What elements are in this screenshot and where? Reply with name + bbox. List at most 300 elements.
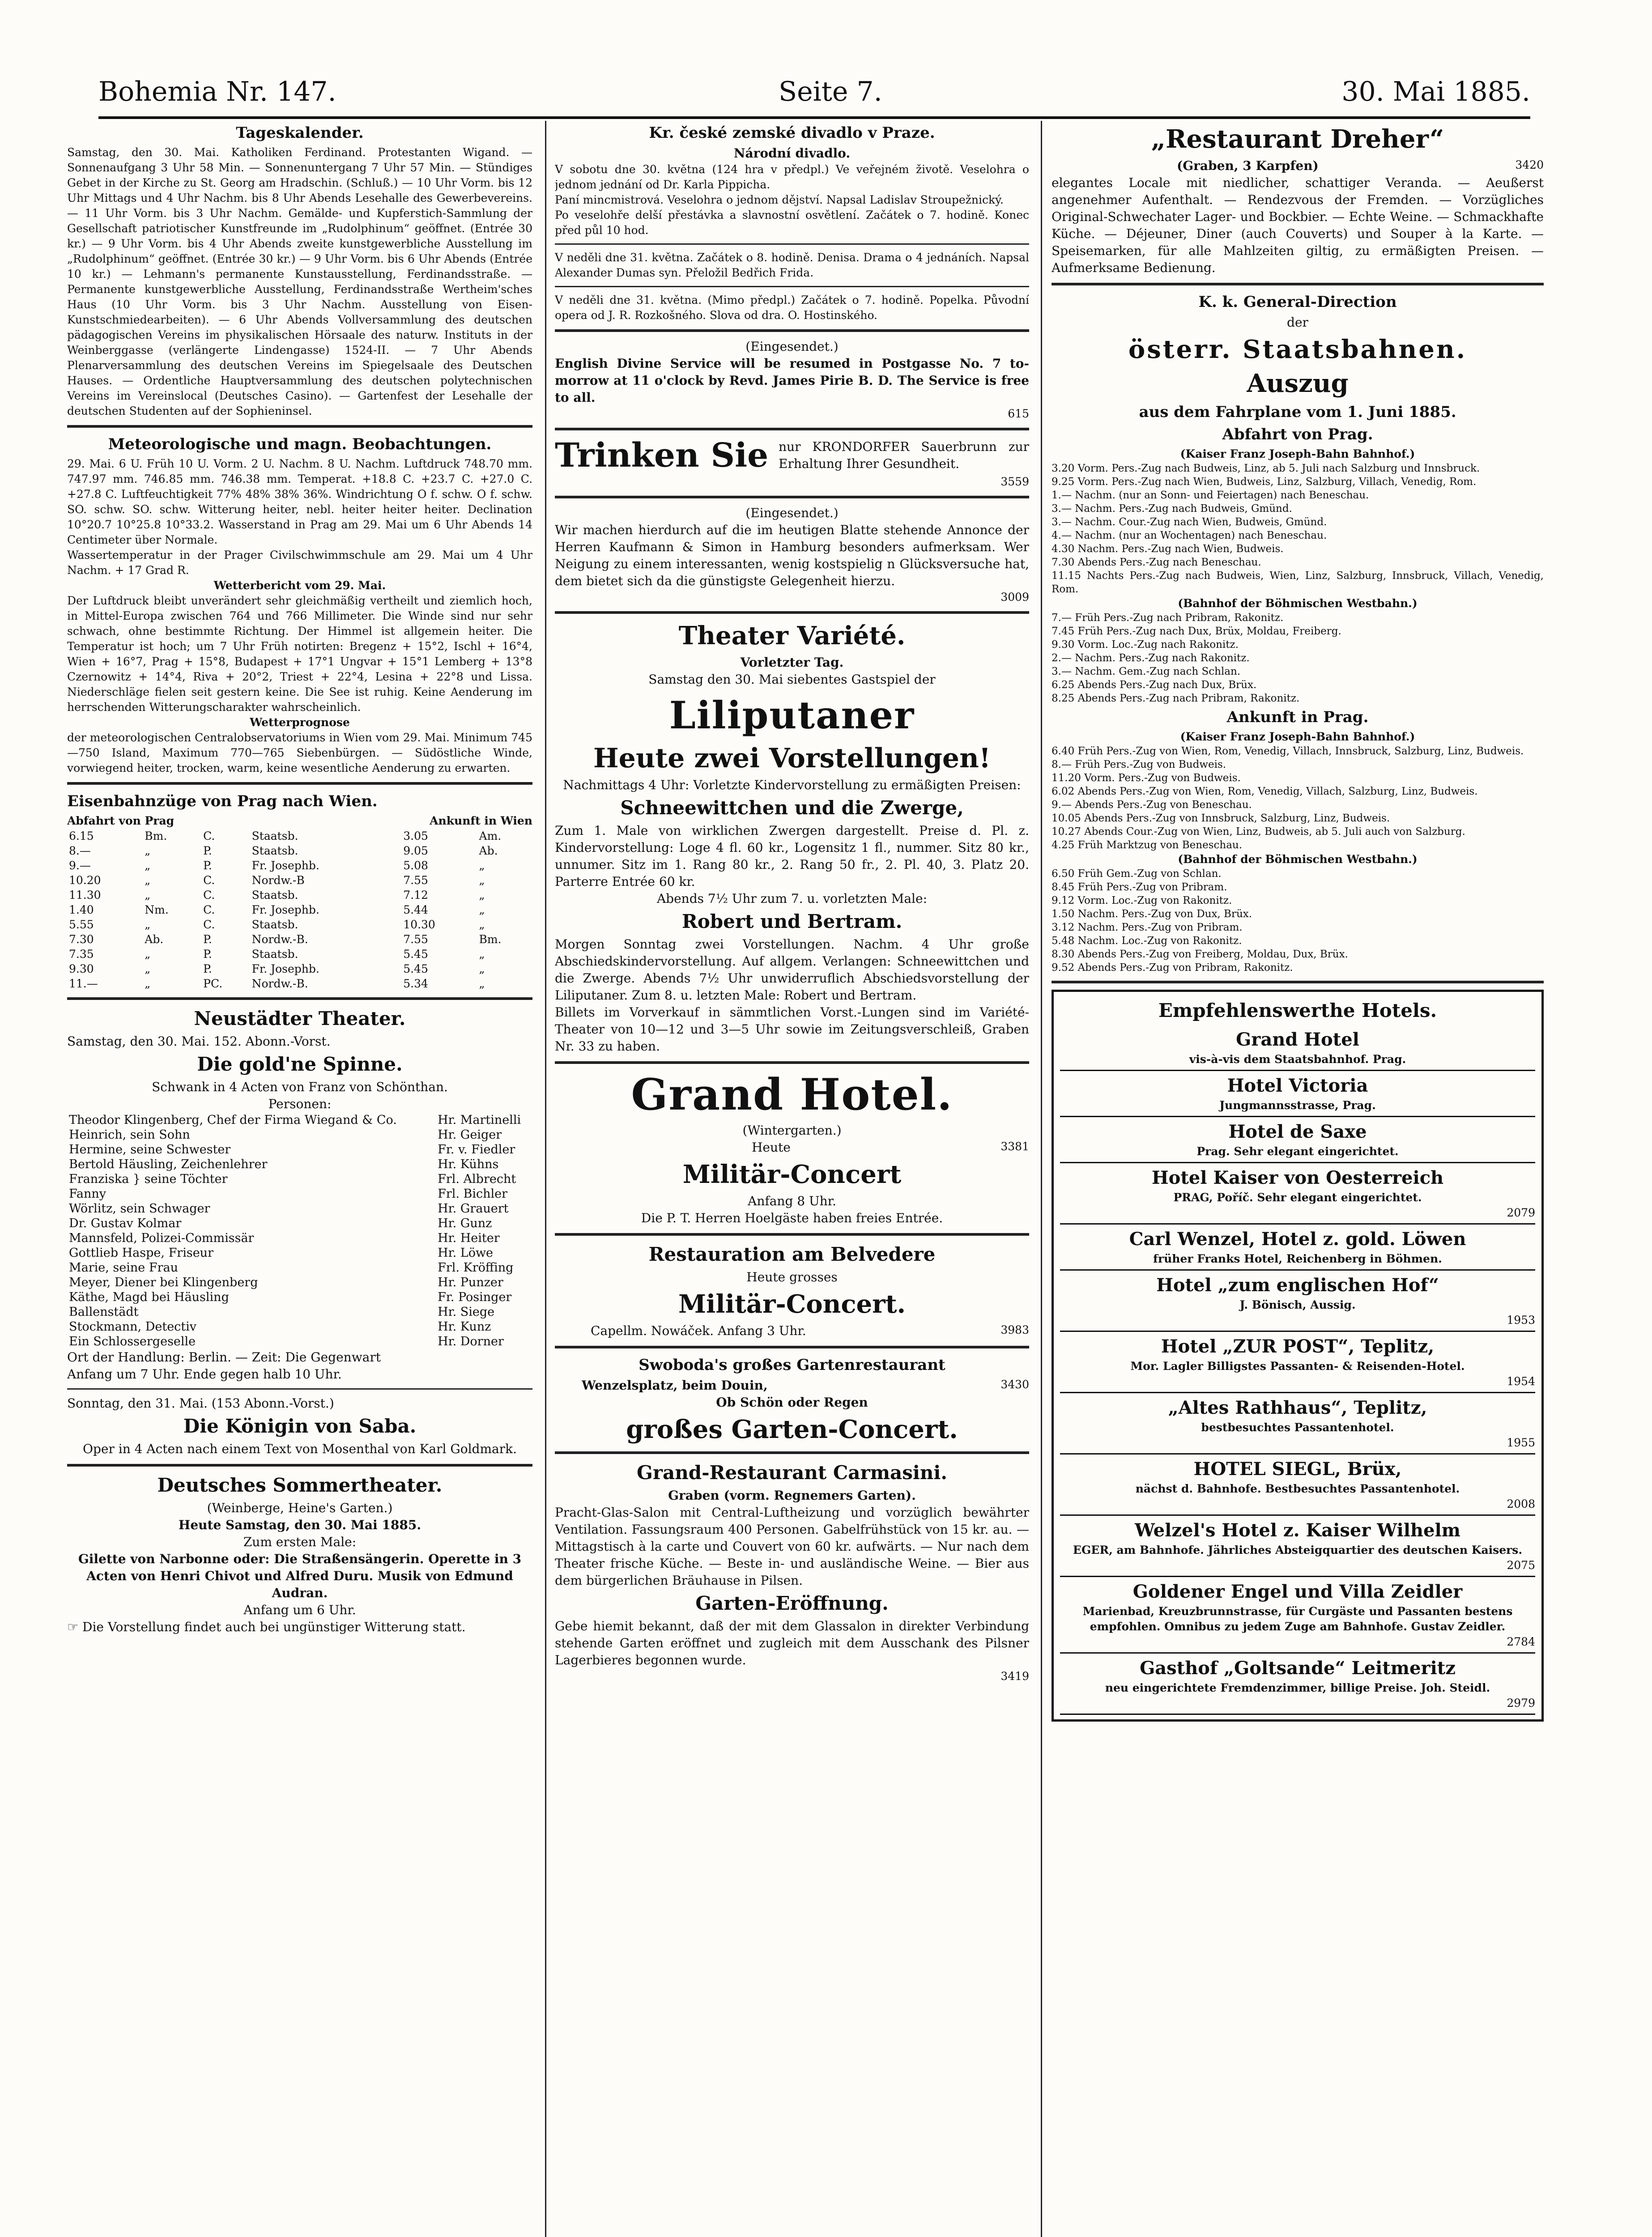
table-cell: 5.55	[69, 918, 94, 931]
table-cell: P.	[203, 859, 212, 872]
table-cell: Fr. Josephb.	[251, 962, 319, 975]
neustadt-date: Samstag, den 30. Mai. 152. Abonn.-Vorst.	[67, 1034, 331, 1049]
table-cell: Fr. Josephb.	[251, 903, 319, 916]
table-cell: Ab.	[145, 933, 164, 946]
cz-text4: V neděli dne 31. května. Začátek o 8. hodině. Denisa. Drama o 4 jednáních. Napsal Alexander Dumas syn. Přeložil Bedřich Frida.	[555, 251, 1029, 279]
hotel-sub: Prag. Sehr elegant eingerichtet.	[1196, 1145, 1399, 1158]
nachmittags: Nachmittags 4 Uhr: Vorletzte Kindervorstellung zu ermäßigten Preisen:	[563, 778, 1021, 792]
sommer-note-text: Die Vorstellung findet auch bei ungünstiger Witterung statt.	[82, 1620, 466, 1634]
cast-actor: Hr. Heiter	[438, 1231, 500, 1245]
table-cell: „	[145, 918, 151, 931]
cast-row	[67, 1216, 532, 1231]
cast-role: Marie, seine Frau	[69, 1261, 178, 1275]
table-cell: 6.15	[69, 829, 94, 842]
divider	[1052, 981, 1544, 983]
timetable-line: 7.45 Früh Pers.-Zug nach Dux, Brüx, Moldau, Freiberg.	[1052, 625, 1341, 637]
meteo-title: Meteorologische und magn. Beobachtungen.	[108, 435, 492, 453]
cast-role: Dr. Gustav Kolmar	[69, 1216, 182, 1230]
table-cell: „	[145, 889, 151, 902]
table-cell: P.	[203, 844, 212, 857]
divider	[555, 496, 1029, 498]
newspaper-page	[67, 54, 1597, 2237]
sommer-note	[67, 1619, 532, 1636]
hotel-num: 1953	[1507, 1314, 1535, 1327]
dreher-title: „Restaurant Dreher“	[1151, 124, 1444, 154]
cz-text3: Po veselohře delší přestávka a slavnostní osvětlení. Začátek o 7. hodině. Konec před půl 10 hod.	[555, 208, 1029, 237]
table-cell: 5.08	[403, 859, 428, 872]
hotel-ad	[1060, 1454, 1535, 1516]
cast-role: Fanny	[69, 1187, 106, 1201]
schnee-text: Zum 1. Male von wirklichen Zwergen dargestellt. Preise d. Pl. z. Kindervorstellung: Loge 4 fl. 60 kr., Logensitz 1 fl., nummer. Sitz 80 kr., unnumer. Sitz im 1. Rang 80 kr., 2. Rang 50 fr., 2. Pl. 40, 3. Platz 20. Parterre Entrée 60 kr.	[555, 823, 1029, 889]
cast-actor: Hr. Löwe	[438, 1246, 494, 1260]
garten-eroeffnung: Garten-Eröffnung.	[695, 1592, 889, 1614]
carm-sub: Graben (vorm. Regnemers Garten).	[668, 1488, 916, 1503]
divider	[555, 243, 1029, 245]
staatsbahnen-title: österr. Staatsbahnen.	[1128, 335, 1467, 364]
table-row	[67, 932, 532, 947]
militaer-concert-2: Militär-Concert.	[678, 1289, 906, 1319]
carmasini-title: Grand-Restaurant Carmasini.	[636, 1462, 947, 1484]
cast-actor: Fr. v. Fiedler	[438, 1143, 515, 1157]
trinken-left: Trinken Sie	[555, 436, 769, 475]
cast-row	[67, 1113, 532, 1127]
table-cell: Nordw.-B	[251, 874, 305, 887]
hotel-ad	[1060, 1332, 1535, 1393]
table-cell: PC.	[203, 977, 223, 990]
cast-actor: Frl. Albrecht	[438, 1172, 516, 1186]
timetable-line: 6.40 Früh Pers.-Zug von Wien, Rom, Venedig, Villach, Innsbruck, Salzburg, Linz, Budweis.	[1052, 745, 1524, 757]
timetable-line: 3.— Nachm. Pers.-Zug nach Budweis, Gmünd.	[1052, 503, 1292, 515]
table-cell: Staatsb.	[251, 948, 298, 961]
hotel-ad	[1060, 1025, 1535, 1071]
cast-row	[67, 1127, 532, 1142]
table-cell: 9.—	[69, 859, 91, 872]
table-row	[67, 961, 532, 976]
divider	[555, 1233, 1029, 1236]
hotel-sub: J. Bönisch, Aussig.	[1239, 1298, 1356, 1311]
table-cell: 7.55	[403, 933, 428, 946]
timetable-line: 11.15 Nachts Pers.-Zug nach Budweis, Wien, Linz, Salzburg, Innsbruck, Villach, Venedig, Rom.	[1052, 570, 1544, 595]
pointing-hand-icon: ☞	[67, 1620, 83, 1634]
robert-bertram: Robert und Bertram.	[681, 910, 903, 932]
cz-text1: V sobotu dne 30. května (124 hra v předpl.) Ve veřejném životě. Veselohra o jednom jednání od Dr. Karla Pippicha.	[555, 163, 1029, 191]
cast-role: Ein Schlossergeselle	[69, 1335, 196, 1348]
timetable-line: 9.30 Vorm. Loc.-Zug nach Rakonitz.	[1052, 639, 1239, 651]
sonntag: Sonntag, den 31. Mai. (153 Abonn.-Vorst.)	[67, 1396, 334, 1411]
empf-title: Empfehlenswerthe Hotels.	[1158, 999, 1437, 1021]
cast-actor: Hr. Geiger	[438, 1128, 502, 1142]
table-cell: 11.30	[69, 889, 101, 902]
carm-num: 3419	[1001, 1670, 1029, 1683]
neustadt-play: Die gold'ne Spinne.	[197, 1053, 403, 1075]
hotel-num: 2075	[1507, 1559, 1535, 1572]
table-cell: 5.44	[403, 903, 428, 916]
hotel-name: Welzel's Hotel z. Kaiser Wilhelm	[1135, 1520, 1460, 1541]
table-cell: Staatsb.	[251, 844, 298, 857]
divider	[67, 1388, 532, 1390]
hotel-name: Hotel „ZUR POST“, Teplitz,	[1161, 1336, 1435, 1357]
cast-row	[67, 1260, 532, 1275]
tageskalender-title: Tageskalender.	[236, 124, 364, 142]
table-cell: 7.30	[69, 933, 94, 946]
table-cell: C.	[203, 918, 215, 931]
cast-row	[67, 1142, 532, 1157]
bahn-title: Eisenbahnzüge von Prag nach Wien.	[67, 792, 378, 810]
hotel-sub: Mor. Lagler Billigstes Passanten- & Reisenden-Hotel.	[1130, 1360, 1465, 1373]
cast-table	[67, 1113, 532, 1349]
billets: Billets im Vorverkauf in sämmtlichen Vorst.-Lungen sind im Variété-Theater von 10—12 und 3—5 Uhr sowie im Zeitungsverschleiß, Graben Nr. 33 zu haben.	[555, 1005, 1029, 1054]
capellm-num: 3983	[1001, 1323, 1029, 1336]
header-left: Bohemia Nr. 147.	[98, 76, 336, 107]
kfjb: (Kaiser Franz Joseph-Bahn Bahnhof.)	[1180, 447, 1415, 460]
table-cell: „	[145, 962, 151, 975]
hotel-sub: früher Franks Hotel, Reichenberg in Böhmen.	[1153, 1252, 1442, 1265]
cast-actor: Hr. Martinelli	[438, 1113, 521, 1127]
cast-row	[67, 1275, 532, 1290]
bhb2: (Bahnhof der Böhmischen Westbahn.)	[1178, 853, 1418, 866]
page-header	[98, 63, 1530, 119]
cast-role: Mannsfeld, Polizei-Commissär	[69, 1231, 254, 1245]
koenigin: Die Königin von Saba.	[183, 1415, 417, 1437]
timetable-line: 9.12 Vorm. Loc.-Zug von Rakonitz.	[1052, 895, 1232, 906]
cast-actor: Hr. Siege	[438, 1305, 495, 1319]
timetable-line: 7.30 Abends Pers.-Zug nach Beneschau.	[1052, 557, 1261, 568]
neustadt-zeit: Anfang um 7 Uhr. Ende gegen halb 10 Uhr.	[67, 1367, 342, 1382]
cast-actor: Hr. Dorner	[438, 1335, 504, 1348]
divider	[67, 1464, 532, 1467]
table-cell: Ab.	[479, 844, 498, 857]
cast-actor: Frl. Kröffing	[438, 1261, 514, 1275]
cast-row	[67, 1246, 532, 1260]
kfjb2: (Kaiser Franz Joseph-Bahn Bahnhof.)	[1180, 730, 1415, 743]
liliputaner: Liliputaner	[669, 693, 915, 737]
table-row	[67, 843, 532, 858]
cz-sub: Národní divadlo.	[733, 146, 851, 161]
hotel-sub: bestbesuchtes Passantenhotel.	[1201, 1421, 1394, 1434]
hotel-sub: Marienbad, Kreuzbrunnstrasse, für Curgäste und Passanten bestens empfohlen. Omnibus zu jedem Zuge am Bahnhofe. Gustav Zeidler.	[1082, 1605, 1513, 1633]
gh-row	[555, 1139, 1029, 1156]
west2-list	[1052, 867, 1544, 974]
timetable-line: 10.27 Abends Cour.-Zug von Wien, Linz, Budweis, ab 5. Juli auch von Salzburg.	[1052, 826, 1465, 838]
timetable-line: 10.05 Abends Pers.-Zug von Innsbruck, Salzburg, Linz, Budweis.	[1052, 812, 1390, 824]
abfahrt-title: Abfahrt von Prag.	[1222, 425, 1373, 443]
ankunft-title: Ankunft in Prag.	[1226, 708, 1369, 726]
wasser-text: Wassertemperatur in der Prager Civilschwimmschule am 29. Mai um 4 Uhr Nachm. + 17 Grad R.	[67, 549, 532, 577]
hotel-name: „Altes Rathhaus“, Teplitz,	[1168, 1397, 1427, 1418]
capellm-row	[555, 1323, 1029, 1340]
table-cell: 5.34	[403, 977, 428, 990]
table-cell: P.	[203, 933, 212, 946]
hotel-sub: Jungmannsstrasse, Prag.	[1219, 1099, 1376, 1112]
divider	[67, 997, 532, 1000]
trinken-num: 3559	[1001, 475, 1029, 488]
divider	[555, 611, 1029, 614]
timetable-line: 4.— Nachm. (nur an Wochentagen) nach Beneschau.	[1052, 530, 1327, 541]
cast-row	[67, 1187, 532, 1201]
table-cell: C.	[203, 903, 215, 916]
cast-row	[67, 1319, 532, 1334]
table-row	[67, 947, 532, 961]
cast-role: Hermine, seine Schwester	[69, 1143, 231, 1157]
hotel-name: Grand Hotel	[1236, 1029, 1359, 1050]
table-row	[67, 858, 532, 873]
cz-text2: Paní mincmistrová. Veselohra o jednom dějství. Napsal Ladislav Stroupežnický.	[555, 193, 1004, 206]
morgen: Morgen Sonntag zwei Vorstellungen. Nachm. 4 Uhr große Abschiedskindervorstellung. Auf allgem. Verlangen: Schneewittchen und die Zwerge. Abends 7½ Uhr unwiderruflich Abschiedsvorstellung der Liliputaner. Zum 8. u. letzten Male: Robert und Bertram.	[555, 937, 1029, 1003]
koenigin-sub: Oper in 4 Acten nach einem Text von Mosenthal von Karl Goldmark.	[83, 1442, 517, 1456]
english-num: 615	[1008, 407, 1029, 420]
timetable-line: 8.25 Abends Pers.-Zug nach Pribram, Rakonitz.	[1052, 693, 1300, 704]
dreher-text: elegantes Locale mit niedlicher, schattiger Veranda. — Aeußerst angenehmer Aufenthalt. — Rendezvous der Fremden. — Vorzügliches Original-Schwechater Lager- und Bockbier. — Echte Weine. — Schmackhafte Küche. — Déjeuner, Diner (auch Couverts) und Souper à la Karte. — Speisemarken, für alle Mahlzeiten giltig, zu ermäßigten Preisen. — Aufmerksame Bedienung.	[1052, 175, 1544, 275]
table-cell: Bm.	[479, 933, 502, 946]
table-cell: „	[145, 948, 151, 961]
heute-grosses: Heute grosses	[746, 1270, 838, 1284]
hotel-ad	[1060, 1225, 1535, 1271]
abends: Abends 7½ Uhr zum 7. u. vorletzten Male:	[656, 891, 928, 906]
cast-row	[67, 1172, 532, 1187]
column-divider	[545, 121, 546, 2237]
hotel-sub: vis-à-vis dem Staatsbahnhof. Prag.	[1189, 1053, 1406, 1066]
dreher-num: 3420	[1515, 158, 1544, 171]
auszug: Auszug	[1247, 369, 1349, 398]
hotel-name: Hotel Victoria	[1227, 1075, 1368, 1096]
table-cell: C.	[203, 889, 215, 902]
hotel-num: 2784	[1507, 1635, 1535, 1648]
timetable-line: 4.30 Nachm. Pers.-Zug nach Wien, Budweis.	[1052, 543, 1284, 555]
timetable-line: 5.48 Nachm. Loc.-Zug von Rakonitz.	[1052, 935, 1242, 947]
schneewittchen: Schneewittchen und die Zwerge,	[620, 797, 964, 819]
table-row	[67, 902, 532, 917]
table-cell: 5.45	[403, 948, 428, 961]
samstag-gast: Samstag den 30. Mai siebentes Gastspiel der	[648, 672, 936, 687]
eingesendet-1: (Eingesendet.)	[745, 339, 839, 354]
hotel-ad	[1060, 1654, 1535, 1715]
cast-actor: Hr. Punzer	[438, 1276, 503, 1289]
table-cell: „	[479, 874, 485, 887]
timetable-line: 2.— Nachm. Pers.-Zug nach Rakonitz.	[1052, 652, 1250, 664]
abfahrt-list	[1052, 462, 1544, 596]
vorletzter: Vorletzter Tag.	[740, 655, 844, 670]
hotel-num: 1955	[1507, 1436, 1535, 1449]
grand-hotel-title: Grand Hotel.	[631, 1069, 953, 1120]
table-cell: „	[145, 859, 151, 872]
cast-actor: Hr. Grauert	[438, 1202, 509, 1216]
bhb: (Bahnhof der Böhmischen Westbahn.)	[1178, 597, 1418, 610]
table-cell: C.	[203, 829, 215, 842]
table-row	[67, 873, 532, 888]
sommer-sub: (Weinberge, Heine's Garten.)	[207, 1501, 393, 1515]
cast-role: Franziska } seine Töchter	[69, 1172, 228, 1186]
hotel-name: HOTEL SIEGL, Brüx,	[1193, 1459, 1402, 1480]
hotel-num: 2979	[1507, 1697, 1535, 1710]
column-divider	[1041, 121, 1042, 2237]
kk-title: K. k. General-Direction	[1198, 293, 1397, 311]
cast-actor: Hr. Kühns	[438, 1157, 499, 1171]
table-cell: Am.	[479, 829, 502, 842]
sommer-date: Heute Samstag, den 30. Mai 1885.	[178, 1518, 422, 1532]
timetable-line: 6.50 Früh Gem.-Zug von Schlan.	[1052, 868, 1222, 880]
belvedere-title: Restauration am Belvedere	[648, 1243, 936, 1265]
table-row	[67, 917, 532, 932]
timetable-line: 7.— Früh Pers.-Zug nach Pribram, Rakonitz.	[1052, 612, 1284, 624]
cast-role: Heinrich, sein Sohn	[69, 1128, 190, 1142]
cast-role: Bertold Häusling, Zeichenlehrer	[69, 1157, 268, 1171]
trinken-mid: nur KRONDORFER Sauerbrunn zur Erhaltung Ihrer Gesundheit.	[779, 439, 1029, 471]
prognose-text: der meteorologischen Centralobservatoriums in Wien vom 29. Mai. Minimum 745—750 Island, Maximum 770—765 Siebenbürgen. — Südöstliche Winde, vorwiegend heiter, trocken, warm, keine wesentliche Aenderung zu erwarten.	[67, 731, 532, 774]
wintergarten: (Wintergarten.)	[742, 1123, 842, 1138]
table-cell: Bm.	[145, 829, 167, 842]
table-cell: 7.12	[403, 889, 428, 902]
hotel-sub: nächst d. Bahnhofe. Bestbesuchtes Passantenhotel.	[1135, 1482, 1460, 1495]
table-cell: 5.45	[403, 962, 428, 975]
carm-text2: Gebe hiemit bekannt, daß der mit dem Glassalon in direkter Verbindung stehende Garten eröffnet und zugleich mit dem Ausschank des Pilsner Lagerbieres begonnen wurde.	[555, 1619, 1029, 1667]
wetter-text: Der Luftdruck bleibt unverändert sehr gleichmäßig vertheilt und ziemlich hoch, in Mittel-Europa zwischen 764 und 766 Millimeter. Die Winde sind nur sehr schwach, ohne bestimmte Richtung. Der Himmel ist allgemein heiter. Die Temperatur ist hoch; um 7 Uhr Früh notirten: Bregenz + 15°2, Ischl + 16°4, Wien + 16°7, Prag + 15°8, Budapest + 17°1 Ungvar + 15°1 Lemberg + 13°8 Czernowitz + 14°4, Riva + 20°2, Triest + 22°4, Lesina + 22°8 und Lissa. Niederschläge fielen seit gestern keine. Die See ist ruhig. Keine Aenderung im herrschenden Witterungscharakter wahrscheinlich.	[67, 594, 532, 714]
cast-actor: Hr. Gunz	[438, 1216, 492, 1230]
ankunft-list	[1052, 744, 1544, 852]
cast-actor: Frl. Bichler	[438, 1187, 508, 1201]
table-cell: Fr. Josephb.	[251, 859, 319, 872]
table-cell: Nordw.-B.	[251, 977, 308, 990]
cast-role: Meyer, Diener bei Klingenberg	[69, 1276, 258, 1289]
english-service: English Divine Service will be resumed in Postgasse No. 7 to-morrow at 11 o'clock by Revd. James Pirie B. D. The Service is free to all.	[555, 356, 1029, 405]
table-cell: 3.05	[403, 829, 428, 842]
timetable-line: 3.12 Nachm. Pers.-Zug von Pribram.	[1052, 922, 1243, 933]
hotel-ad	[1060, 1577, 1535, 1654]
table-cell: P.	[203, 962, 212, 975]
hotel-sub: PRAG, Poříč. Sehr elegant eingerichtet.	[1173, 1191, 1422, 1204]
wenzel-row	[555, 1377, 1029, 1394]
militaer-concert-1: Militär-Concert	[682, 1160, 902, 1189]
hotel-num: 1954	[1507, 1375, 1535, 1388]
divider	[555, 1451, 1029, 1454]
divider	[555, 1061, 1029, 1064]
cast-actor: Hr. Kunz	[438, 1320, 491, 1334]
garten-concert: großes Garten-Concert.	[626, 1415, 958, 1444]
table-cell: 11.—	[69, 977, 98, 990]
cast-row	[67, 1334, 532, 1349]
hotel-name: Gasthof „Goltsande“ Leitmeritz	[1140, 1658, 1456, 1679]
table-row	[67, 976, 532, 991]
bahn-head	[67, 813, 532, 829]
table-cell: „	[145, 874, 151, 887]
cast-role: Ballenstädt	[69, 1305, 139, 1319]
hotel-num: 2079	[1507, 1206, 1535, 1219]
capellm: Capellm. Nowáček. Anfang 3 Uhr.	[591, 1323, 806, 1338]
timetable-line: 9.25 Vorm. Pers.-Zug nach Wien, Budweis, Linz, Salzburg, Villach, Venedig, Rom.	[1052, 476, 1477, 488]
table-cell: „	[145, 844, 151, 857]
die-herren: Die P. T. Herren Hoelgäste haben freies Entrée.	[641, 1211, 943, 1225]
timetable-line: 1.— Nachm. (nur an Sonn- und Feiertagen) nach Beneschau.	[1052, 489, 1369, 501]
table-cell: „	[479, 889, 485, 902]
hotel-name: Hotel de Saxe	[1228, 1121, 1367, 1142]
sommer-first: Zum ersten Male:	[243, 1535, 357, 1549]
tageskalender-text: Samstag, den 30. Mai. Katholiken Ferdinand. Protestanten Wigand. — Sonnenaufgang 3 Uhr 58 Min. — Sonnenuntergang 7 Uhr 57 Min. — Stündiges Gebet in der Kirche zu St. Georg am Hradschin. (Schluß.) — 10 Uhr Vorm. bis 12 Uhr Mittags und 4 Uhr Nachm. bis 8 Uhr Abends Lesehalle des Gewerbevereins. — 11 Uhr Vorm. bis 3 Uhr Nachm. Gemälde- und Kupferstich-Sammlung der Gesellschaft patriotischer Kunstfreunde im „Rudolphinum“ geöffnet. (Entrée 30 kr.) — 9 Uhr Vorm. bis 4 Uhr Abends zweite kunstgewerbliche Ausstellung im „Rudolphinum“ geöffnet. (Entrée 30 kr.) — 9 Uhr Vorm. bis 6 Uhr Abends (Entrée 10 kr.) — Lehmann's permanente Kunstausstellung, Ferdinandsstraße. — Permanente kunstgewerbliche Ausstellung, Ferdinandsstraße Wertheim'sches Haus (10 Uhr Vorm. bis 3 Uhr Nachm. Ausstellung von Eisen-Kunstschmiedearbeiten). — 6 Uhr Abends Vollversammlung des deutschen pädagogischen Vereins im physikalischen Hörsaale des naturw. Instituts in der Weinberggasse (verlängerte Lindengasse) 1524-II. — 7 Uhr Abends Plenarversammlung des deutschen Vereins im Spiegelsaale des Deutschen Hauses. — Ordentliche Hauptversammlung des deutschen polytechnischen Vereins im Vereinslocal (Deutsches Casino). — Gartenfest der Lesehalle der deutschen Studenten auf der Sophieninsel.	[67, 146, 532, 417]
bahn-head-left: Abfahrt von Prag	[67, 814, 175, 827]
divider	[555, 1346, 1029, 1348]
divider	[555, 329, 1029, 332]
table-cell: „	[479, 903, 485, 916]
table-cell: „	[479, 977, 485, 990]
table-cell: 7.55	[403, 874, 428, 887]
hotel-ad	[1060, 1393, 1535, 1454]
timetable-line: 1.50 Nachm. Pers.-Zug von Dux, Brüx.	[1052, 908, 1252, 920]
hotel-name: Goldener Engel und Villa Zeidler	[1133, 1581, 1463, 1602]
cast-role: Theodor Klingenberg, Chef der Firma Wiegand & Co.	[69, 1113, 397, 1127]
timetable-line: 8.45 Früh Pers.-Zug von Pribram.	[1052, 881, 1227, 893]
column-left	[67, 121, 532, 1636]
timetable-line: 8.— Früh Pers.-Zug von Budweis.	[1052, 759, 1226, 770]
table-cell: 7.35	[69, 948, 94, 961]
eing2-num: 3009	[1001, 591, 1029, 604]
table-cell: Staatsb.	[251, 918, 298, 931]
hotel-num: 2008	[1507, 1497, 1535, 1510]
table-cell: P.	[203, 948, 212, 961]
cast-row	[67, 1201, 532, 1216]
divider	[555, 286, 1029, 287]
divider	[555, 428, 1029, 430]
timetable-line: 11.20 Vorm. Pers.-Zug von Budweis.	[1052, 772, 1241, 784]
table-cell: Staatsb.	[251, 829, 298, 842]
cz-text5: V neděli dne 31. května. (Mimo předpl.) Začátek o 7. hodině. Popelka. Původní opera od J. R. Rozkošného. Slova od dra. O. Hostinského.	[555, 293, 1029, 322]
neustadt-personen: Personen:	[268, 1097, 332, 1111]
fahrplan: aus dem Fahrplane vom 1. Juni 1885.	[1139, 403, 1456, 421]
variete-title: Theater Variété.	[678, 621, 906, 651]
hotel-list	[1060, 1025, 1535, 1715]
neustadt-title: Neustädter Theater.	[194, 1008, 406, 1029]
column-middle	[555, 121, 1029, 1684]
neustadt-sub: Schwank in 4 Acten von Franz von Schönthan.	[152, 1080, 448, 1094]
cast-row	[67, 1290, 532, 1305]
timetable-line: 9.— Abends Pers.-Zug von Beneschau.	[1052, 799, 1252, 811]
divider	[67, 425, 532, 428]
swoboda-num: 3430	[1001, 1378, 1029, 1391]
table-row	[67, 888, 532, 902]
hotel-name: Hotel Kaiser von Oesterreich	[1151, 1167, 1444, 1188]
table-cell: 1.40	[69, 903, 94, 916]
timetable-line: 3.20 Vorm. Pers.-Zug nach Budweis, Linz, ab 5. Juli nach Salzburg und Innsbruck.	[1052, 463, 1480, 474]
cz-title: Kr. české zemské divadlo v Praze.	[649, 124, 935, 142]
table-cell: 10.20	[69, 874, 101, 887]
table-cell: „	[479, 948, 485, 961]
schoen-regen: Ob Schön oder Regen	[716, 1395, 868, 1410]
anfang8: Anfang 8 Uhr.	[748, 1194, 836, 1208]
carm-text: Pracht-Glas-Salon mit Central-Luftheizung und vorzüglich bewährter Ventilation. Fassungsraum 400 Personen. Gabelfrühstück von 15 kr. au. — Mittagstisch à la carte und Couvert von 60 kr. aufwärts. — Nur nach dem Theater frische Küche. — Beste in- und ausländische Weine. — Bier aus dem bürgerlichen Bräuhause in Pilsen.	[555, 1505, 1029, 1588]
timetable-line: 6.25 Abends Pers.-Zug nach Dux, Brüx.	[1052, 679, 1257, 691]
table-cell: Nordw.-B.	[251, 933, 308, 946]
meteo-text: 29. Mai. 6 U. Früh 10 U. Vorm. 2 U. Nachm. 8 U. Nachm. Luftdruck 748.70 mm. 747.97 mm. 746.85 mm. 746.38 mm. Temperat. +18.8 C. +23.7 C. +27.0 C. +27.8 C. Luftfeuchtigkeit 77% 48% 38% 36%. Windrichtung O f. schw. O f. schw. SO. schw. SO. schw. Witterung heiter, nebl. heiter heiter heiter. Declination 10°20.7 10°25.8 10°33.2. Wasserstand in Prag am 29. Mai um 6 Uhr Abends 14 Centimeter über Normale.	[67, 457, 532, 546]
table-cell: 9.05	[403, 844, 428, 857]
heute-zwei: Heute zwei Vorstellungen!	[593, 743, 991, 774]
eingesendet-2: (Eingesendet.)	[745, 506, 839, 520]
hotel-ad	[1060, 1163, 1535, 1225]
cast-row	[67, 1231, 532, 1246]
table-cell: „	[145, 977, 151, 990]
swoboda-title: Swoboda's großes Gartenrestaurant	[639, 1356, 945, 1374]
bahn-head-right: Ankunft in Wien	[430, 814, 532, 827]
cast-role: Wörlitz, sein Schwager	[69, 1202, 210, 1216]
bahn-table	[67, 829, 532, 991]
neustadt-ort: Ort der Handlung: Berlin. — Zeit: Die Gegenwart	[67, 1350, 381, 1365]
cast-row	[67, 1157, 532, 1172]
der: der	[1287, 315, 1308, 330]
table-cell: „	[479, 962, 485, 975]
table-cell: C.	[203, 874, 215, 887]
wenzel: Wenzelsplatz, beim Douin,	[582, 1378, 768, 1393]
eing2-text: Wir machen hierdurch auf die im heutigen Blatte stehende Annonce der Herren Kaufmann & Simon in Hamburg besonders aufmerksam. Wer Neigung zu einem interessanten, wenig kostspielig n Glücksversuche hat, dem bietet sich da die günstigste Gelegenheit hierzu.	[555, 523, 1029, 588]
timetable-line: 3.— Nachm. Gem.-Zug nach Schlan.	[1052, 666, 1241, 677]
column-right	[1052, 121, 1544, 1722]
cast-row	[67, 1305, 532, 1319]
timetable-line: 8.30 Abends Pers.-Zug von Freiberg, Moldau, Dux, Brüx.	[1052, 948, 1348, 960]
